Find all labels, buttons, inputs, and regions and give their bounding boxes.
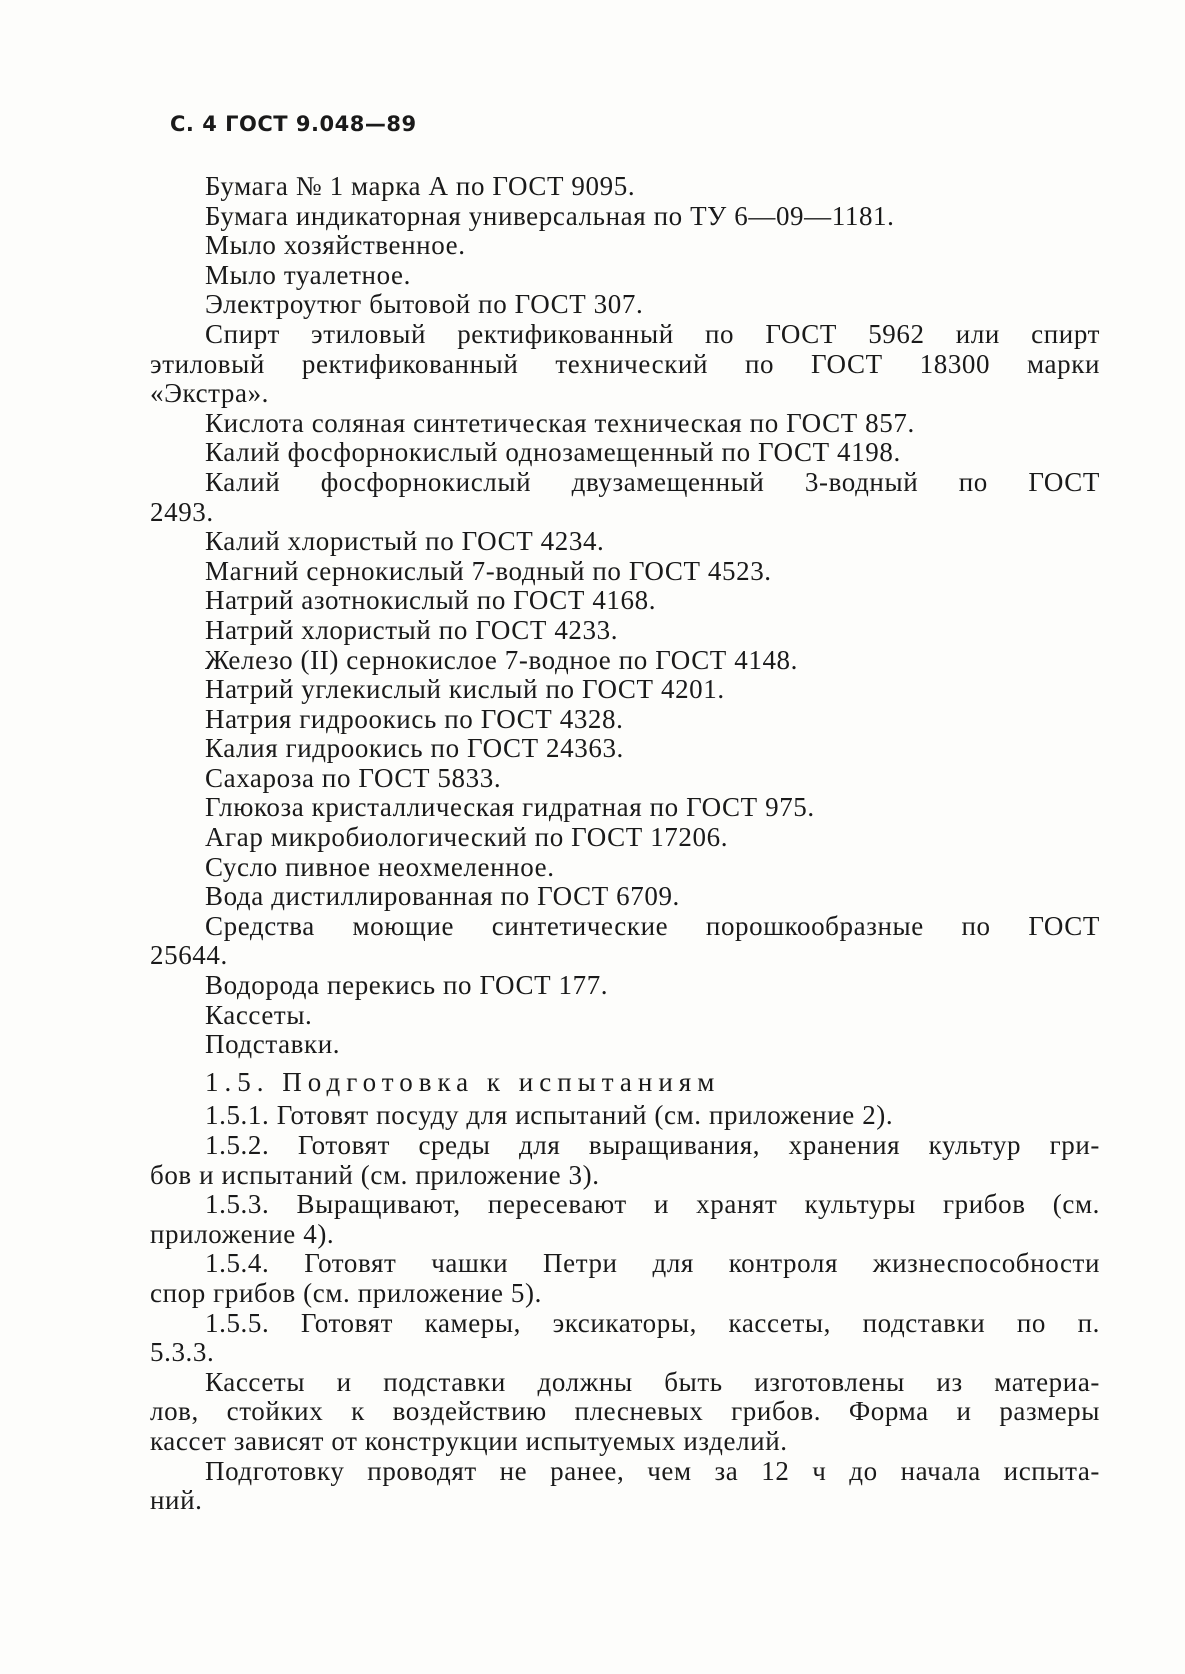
text-line: Глюкоза кристаллическая гидратная по ГОСТ 975.: [205, 793, 815, 823]
text-line: Бумага № 1 марка А по ГОСТ 9095.: [205, 172, 636, 201]
page-header: С. 4 ГОСТ 9.048—89: [170, 112, 417, 136]
text-line: Натрия гидроокись по ГОСТ 4328.: [205, 704, 624, 734]
text-line: 1.5.5. Готовят камеры, эксикаторы, кассеты, подставки по п.: [205, 1308, 1100, 1338]
text-line: 5.3.3.: [150, 1338, 215, 1368]
text-line: Электроутюг бытовой по ГОСТ 307.: [205, 290, 644, 320]
text-line: Калий фосфорнокислый однозамещенный по ГОСТ 4198.: [205, 438, 901, 468]
text-line: Железо (II) сернокислое 7-водное по ГОСТ 4148.: [205, 645, 798, 675]
text-line: Подставки.: [205, 1030, 341, 1060]
text-line: Вода дистиллированная по ГОСТ 6709.: [205, 882, 680, 912]
text-line: Калий хлористый по ГОСТ 4234.: [205, 527, 605, 557]
text-line: Бумага индикаторная универсальная по ТУ 6—09—1181.: [205, 201, 895, 231]
text-line: Подготовку проводят не ранее, чем за 12 ч до начала испыта-: [205, 1456, 1100, 1486]
text-line: 1.5.3. Выращивают, пересевают и хранят культуры грибов (см.: [205, 1190, 1100, 1220]
text-line: Водорода перекись по ГОСТ 177.: [205, 971, 609, 1001]
document-body: [150, 172, 1100, 1516]
text-line: Кислота соляная синтетическая техническая по ГОСТ 857.: [205, 408, 915, 438]
text-line: Кассеты и подставки должны быть изготовлены из материа-: [205, 1367, 1100, 1397]
text-line: Натрий углекислый кислый по ГОСТ 4201.: [205, 675, 725, 705]
text-line: 25644.: [150, 941, 228, 971]
text-line: Калия гидроокись по ГОСТ 24363.: [205, 734, 624, 764]
text-line: ний.: [150, 1486, 203, 1516]
text-line: 1.5.1. Готовят посуду для испытаний (см. приложение 2).: [205, 1101, 894, 1131]
text-line: Сахароза по ГОСТ 5833.: [205, 763, 502, 793]
text-line: 1.5.4. Готовят чашки Петри для контроля жизнеспособности: [205, 1249, 1100, 1279]
text-line: Агар микробиологический по ГОСТ 17206.: [205, 823, 729, 853]
text-line: Кассеты.: [205, 1000, 313, 1030]
text-line: «Экстра».: [150, 379, 270, 409]
text-line: кассет зависят от конструкции испытуемых изделий.: [150, 1426, 788, 1456]
text-line: Сусло пивное неохмеленное.: [205, 852, 555, 882]
text-line: приложение 4).: [150, 1219, 335, 1249]
text-line: 2493.: [150, 497, 214, 527]
text-line: спор грибов (см. приложение 5).: [150, 1278, 542, 1308]
text-line: Натрий хлористый по ГОСТ 4233.: [205, 615, 619, 645]
text-line: этиловый ректификованный технический по ГОСТ 18300 марки: [150, 349, 1100, 379]
text-line: Магний сернокислый 7-водный по ГОСТ 4523.: [205, 556, 772, 586]
text-line: бов и испытаний (см. приложение 3).: [150, 1160, 600, 1190]
text-line: Мыло туалетное.: [205, 260, 411, 290]
text-line: Средства моющие синтетические порошкообразные по ГОСТ: [205, 911, 1100, 941]
text-line: лов, стойких к воздействию плесневых грибов. Форма и размеры: [150, 1397, 1100, 1427]
text-line: 1.5.2. Готовят среды для выращивания, хранения культур гри-: [205, 1131, 1100, 1160]
text-line: Натрий азотнокислый по ГОСТ 4168.: [205, 586, 657, 616]
text-line: Мыло хозяйственное.: [205, 231, 466, 261]
text-line: Калий фосфорнокислый двузамещенный 3-водный по ГОСТ: [205, 467, 1100, 497]
text-line: Спирт этиловый ректификованный по ГОСТ 5962 или спирт: [205, 319, 1100, 349]
section-heading: 1.5. Подготовка к испытаниям: [205, 1067, 721, 1097]
